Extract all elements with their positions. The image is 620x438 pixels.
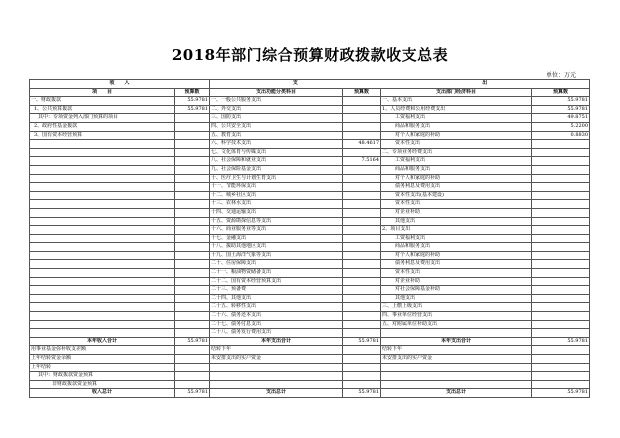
- income-item: [30, 148, 175, 157]
- econ-value: [532, 183, 590, 192]
- econ-value: [532, 174, 590, 183]
- econ-value: [532, 251, 590, 260]
- income-item: [30, 200, 175, 209]
- income-item: [30, 140, 175, 149]
- col-func-header: 支出功能分类科目: [210, 88, 343, 97]
- income-item: 一、财政拨款: [30, 97, 175, 106]
- data-row: [30, 251, 590, 260]
- econ-item: 对个人和家庭的补助: [381, 131, 532, 140]
- data-row: [30, 286, 590, 295]
- income-item: [30, 277, 175, 286]
- econ-item: 五、对附属单位补助支出: [381, 320, 532, 329]
- econ-value: [532, 208, 590, 217]
- extra-row: [30, 346, 590, 355]
- func-value: [343, 269, 381, 278]
- econ-item: 商品和服务支出: [381, 243, 532, 252]
- func-value: [343, 312, 381, 321]
- econ-item: 资本性支出: [381, 200, 532, 209]
- data-row: [30, 234, 590, 243]
- econ-item: 二、专项业务经费支出: [381, 148, 532, 157]
- header-row-2: [30, 88, 590, 97]
- func-value: [343, 183, 381, 192]
- econ-item: 三、上缴上级支出: [381, 303, 532, 312]
- econ-item: 商品和服务支出: [381, 165, 532, 174]
- econ-value: [532, 200, 590, 209]
- income-item: [30, 157, 175, 166]
- expense-header-left: 支: [210, 80, 381, 89]
- econ-value: [532, 294, 590, 303]
- econ-value: [532, 191, 590, 200]
- func-value: [343, 277, 381, 286]
- income-item: [30, 217, 175, 226]
- income-item: 上年结转: [30, 363, 175, 372]
- econ-item: 对个人和家庭的补助: [381, 174, 532, 183]
- data-row: [30, 226, 590, 235]
- totals-row: [30, 337, 590, 346]
- econ-value: 55.9781: [532, 97, 590, 106]
- func-item: 十一、节能环保支出: [210, 183, 343, 192]
- func-item: 二十、住房保障支出: [210, 260, 343, 269]
- income-item: [30, 286, 175, 295]
- data-row: [30, 131, 590, 140]
- econ-item: 1、人员经费和公用经费支出: [381, 105, 532, 114]
- func-value: [343, 208, 381, 217]
- func-item: 十五、资源勘探信息等支出: [210, 217, 343, 226]
- func-value: [343, 174, 381, 183]
- func-item: 二十三、预备费: [210, 286, 343, 295]
- econ-item: 商品和服务支出: [381, 122, 532, 131]
- func-item: 十二、城乡社区支出: [210, 191, 343, 200]
- func-value: [343, 363, 381, 372]
- econ-item: 未安排支出的实户资金: [381, 355, 532, 364]
- func-value: [343, 260, 381, 269]
- income-item: 3、国有资本经营预算: [30, 131, 175, 140]
- econ-value: [532, 363, 590, 372]
- income-value: [175, 234, 210, 243]
- econ-value: [532, 243, 590, 252]
- func-value: [343, 97, 381, 106]
- income-value: 55.9781: [175, 97, 210, 106]
- econ-value: 0.8830: [532, 131, 590, 140]
- econ-item: [381, 380, 532, 389]
- econ-item: 资本性支出(基本建设): [381, 191, 532, 200]
- econ-item: [381, 372, 532, 381]
- totals-econ-label: 本年支出合计: [381, 337, 532, 346]
- func-value: [343, 372, 381, 381]
- extra-row: [30, 372, 590, 381]
- econ-value: [532, 320, 590, 329]
- grand-expense-value: 55.9781: [343, 389, 381, 398]
- income-value: [175, 260, 210, 269]
- data-row: [30, 243, 590, 252]
- econ-value: [532, 148, 590, 157]
- income-value: [175, 148, 210, 157]
- func-value: [343, 148, 381, 157]
- data-row: [30, 105, 590, 114]
- data-row: [30, 329, 590, 338]
- income-value: [175, 294, 210, 303]
- income-item: [30, 312, 175, 321]
- data-row: [30, 269, 590, 278]
- data-row: [30, 122, 590, 131]
- income-value: 55.9781: [175, 105, 210, 114]
- func-item: 结转下年: [210, 346, 343, 355]
- income-value: [175, 243, 210, 252]
- econ-item: 工资福利支出: [381, 234, 532, 243]
- income-value: [175, 140, 210, 149]
- income-item: [30, 174, 175, 183]
- data-row: [30, 260, 590, 269]
- econ-value: [532, 372, 590, 381]
- income-item: [30, 165, 175, 174]
- income-item: 2、政府性基金拨款: [30, 122, 175, 131]
- func-item: 十三、农林水支出: [210, 200, 343, 209]
- grand-income-label: 收入总计: [30, 389, 175, 398]
- func-value: [343, 165, 381, 174]
- income-value: [175, 122, 210, 131]
- income-item: [30, 226, 175, 235]
- extra-row: [30, 363, 590, 372]
- econ-value: [532, 260, 590, 269]
- func-value: [343, 200, 381, 209]
- func-value: [343, 122, 381, 131]
- income-value: [175, 363, 210, 372]
- econ-value: [532, 140, 590, 149]
- econ-value: [532, 226, 590, 235]
- data-row: [30, 294, 590, 303]
- data-row: [30, 165, 590, 174]
- func-item: 九、社会保险基金支出: [210, 165, 343, 174]
- data-row: [30, 200, 590, 209]
- func-item: 六、科学技术支出: [210, 140, 343, 149]
- data-row: [30, 157, 590, 166]
- income-item: [30, 183, 175, 192]
- func-item: [210, 372, 343, 381]
- income-value: [175, 226, 210, 235]
- data-row: [30, 174, 590, 183]
- func-item: [210, 363, 343, 372]
- data-row: [30, 97, 590, 106]
- data-row: [30, 148, 590, 157]
- econ-value: 55.9781: [532, 105, 590, 114]
- econ-value: [532, 380, 590, 389]
- totals-expense-label: 本年支出合计: [210, 337, 343, 346]
- grand-expense-label: 支出总计: [210, 389, 343, 398]
- data-row: [30, 191, 590, 200]
- income-value: [175, 183, 210, 192]
- income-value: [175, 303, 210, 312]
- econ-item: 对个人和家庭的补助: [381, 251, 532, 260]
- income-value: [175, 200, 210, 209]
- econ-value: [532, 234, 590, 243]
- income-item: 其中：财政拨款资金预算: [30, 372, 175, 381]
- func-value: [343, 105, 381, 114]
- econ-item: [381, 363, 532, 372]
- func-value: [343, 191, 381, 200]
- econ-item: 对企业补助: [381, 277, 532, 286]
- income-value: [175, 174, 210, 183]
- document-title: 2018年部门综合预算财政拨款收支总表: [171, 46, 449, 64]
- income-value: [175, 251, 210, 260]
- econ-value: [532, 346, 590, 355]
- func-value: [343, 303, 381, 312]
- income-value: [175, 191, 210, 200]
- totals-expense-value: 55.9781: [343, 337, 381, 346]
- totals-econ-value: 55.9781: [532, 337, 590, 346]
- func-item: 二十八、债务发行费用支出: [210, 329, 343, 338]
- econ-item: 资本性支出: [381, 269, 532, 278]
- func-value: [343, 251, 381, 260]
- econ-item: [381, 329, 532, 338]
- income-item: [30, 234, 175, 243]
- data-row: [30, 312, 590, 321]
- income-value: [175, 346, 210, 355]
- data-row: [30, 303, 590, 312]
- func-value: [343, 294, 381, 303]
- totals-income-value: 55.9781: [175, 337, 210, 346]
- func-value: [343, 217, 381, 226]
- func-item: 二十五、转移性支出: [210, 303, 343, 312]
- income-item: 1、公共预算拨款: [30, 105, 175, 114]
- econ-item: 债务利息及费用支出: [381, 260, 532, 269]
- income-value: [175, 380, 210, 389]
- income-value: [175, 372, 210, 381]
- income-value: [175, 131, 210, 140]
- func-item: [210, 380, 343, 389]
- func-item: 十六、商业服务业等支出: [210, 226, 343, 235]
- grand-total-row: [30, 389, 590, 398]
- budget-table: [29, 79, 590, 398]
- func-item: 十八、援助其他地区支出: [210, 243, 343, 252]
- income-header: 收 入: [30, 80, 210, 89]
- func-item: 十七、金融支出: [210, 234, 343, 243]
- income-item: 上年结转资金余额: [30, 355, 175, 364]
- income-item: [30, 320, 175, 329]
- income-item: [30, 191, 175, 200]
- econ-item: 2、项目支出: [381, 226, 532, 235]
- func-value: [343, 380, 381, 389]
- func-value: [343, 329, 381, 338]
- data-row: [30, 140, 590, 149]
- extra-row: [30, 380, 590, 389]
- econ-value: [532, 329, 590, 338]
- func-value: [343, 234, 381, 243]
- func-value: [343, 131, 381, 140]
- econ-item: 四、事业单位经营支出: [381, 312, 532, 321]
- func-item: 七、文化体育与传媒支出: [210, 148, 343, 157]
- totals-income-label: 本年收入合计: [30, 337, 175, 346]
- econ-item: 对企业补助: [381, 208, 532, 217]
- econ-value: [532, 269, 590, 278]
- econ-item: 其他支出: [381, 217, 532, 226]
- econ-item: 债务利息及费用支出: [381, 183, 532, 192]
- econ-item: 结转下年: [381, 346, 532, 355]
- econ-value: [532, 165, 590, 174]
- func-value: 7.5164: [343, 157, 381, 166]
- income-value: [175, 114, 210, 123]
- econ-item: 工资福利支出: [381, 114, 532, 123]
- func-item: 二、外交支出: [210, 105, 343, 114]
- income-value: [175, 329, 210, 338]
- func-value: [343, 320, 381, 329]
- income-value: [175, 277, 210, 286]
- data-row: [30, 320, 590, 329]
- income-item: [30, 329, 175, 338]
- func-item: 二十一、粮油物资储备支出: [210, 269, 343, 278]
- income-value: [175, 157, 210, 166]
- econ-item: 工资福利支出: [381, 157, 532, 166]
- income-value: [175, 355, 210, 364]
- func-value: [343, 346, 381, 355]
- data-row: [30, 208, 590, 217]
- func-item: 二十六、债务还本支出: [210, 312, 343, 321]
- col-budget-header: 预算数: [532, 88, 590, 97]
- expense-header-right: 出: [381, 80, 590, 89]
- econ-value: [532, 277, 590, 286]
- grand-econ-value: 55.9781: [532, 389, 590, 398]
- extra-row: [30, 355, 590, 364]
- income-item: [30, 260, 175, 269]
- func-value: [343, 243, 381, 252]
- func-item: 十、医疗卫生与计划生育支出: [210, 174, 343, 183]
- func-item: 二十七、债务付息支出: [210, 320, 343, 329]
- func-value: [343, 286, 381, 295]
- income-value: [175, 217, 210, 226]
- func-item: 四、公共安全支出: [210, 122, 343, 131]
- econ-value: [532, 286, 590, 295]
- unit-label: 单位：万元: [545, 72, 576, 79]
- func-value: [343, 355, 381, 364]
- col-budget-header: 预算数: [343, 88, 381, 97]
- income-value: [175, 165, 210, 174]
- grand-econ-label: 支出总计: [381, 389, 532, 398]
- data-row: [30, 114, 590, 123]
- data-row: [30, 183, 590, 192]
- func-item: 五、教育支出: [210, 131, 343, 140]
- income-item: 用事业基金弥补收支差额: [30, 346, 175, 355]
- econ-value: 5.2200: [532, 122, 590, 131]
- econ-value: 49.8751: [532, 114, 590, 123]
- econ-item: 一、基本支出: [381, 97, 532, 106]
- income-item: [30, 269, 175, 278]
- econ-value: [532, 157, 590, 166]
- func-value: [343, 226, 381, 235]
- func-item: 十四、交通运输支出: [210, 208, 343, 217]
- func-item: 未安排支出的实户资金: [210, 355, 343, 364]
- income-value: [175, 320, 210, 329]
- econ-item: 对社会保障基金补助: [381, 286, 532, 295]
- econ-value: [532, 303, 590, 312]
- func-item: 十九、国土海洋气象等支出: [210, 251, 343, 260]
- func-item: 二十四、其他支出: [210, 294, 343, 303]
- func-value: 48.4617: [343, 140, 381, 149]
- income-value: [175, 208, 210, 217]
- data-row: [30, 217, 590, 226]
- data-row: [30, 277, 590, 286]
- econ-value: [532, 312, 590, 321]
- income-item: 非财政拨款资金预算: [30, 380, 175, 389]
- func-item: 三、国防支出: [210, 114, 343, 123]
- income-value: [175, 312, 210, 321]
- econ-item: 其他支出: [381, 294, 532, 303]
- income-item: [30, 208, 175, 217]
- econ-item: 资本性支出: [381, 140, 532, 149]
- col-budget-header: 预算数: [175, 88, 210, 97]
- func-item: 二十二、国有资本经营预算支出: [210, 277, 343, 286]
- grand-income-value: 55.9781: [175, 389, 210, 398]
- func-item: 八、社会保障和就业支出: [210, 157, 343, 166]
- income-value: [175, 269, 210, 278]
- func-item: 一、一般公共服务支出: [210, 97, 343, 106]
- header-row-1: [30, 80, 590, 89]
- income-item: [30, 294, 175, 303]
- func-value: [343, 114, 381, 123]
- income-item: 其中：专项资金列入部门预算的项目: [30, 114, 175, 123]
- econ-value: [532, 355, 590, 364]
- col-item-header: 项 目: [30, 88, 175, 97]
- income-item: [30, 251, 175, 260]
- col-econ-header: 支出部门经济科目: [381, 88, 532, 97]
- income-item: [30, 303, 175, 312]
- econ-value: [532, 217, 590, 226]
- income-value: [175, 286, 210, 295]
- income-item: [30, 243, 175, 252]
